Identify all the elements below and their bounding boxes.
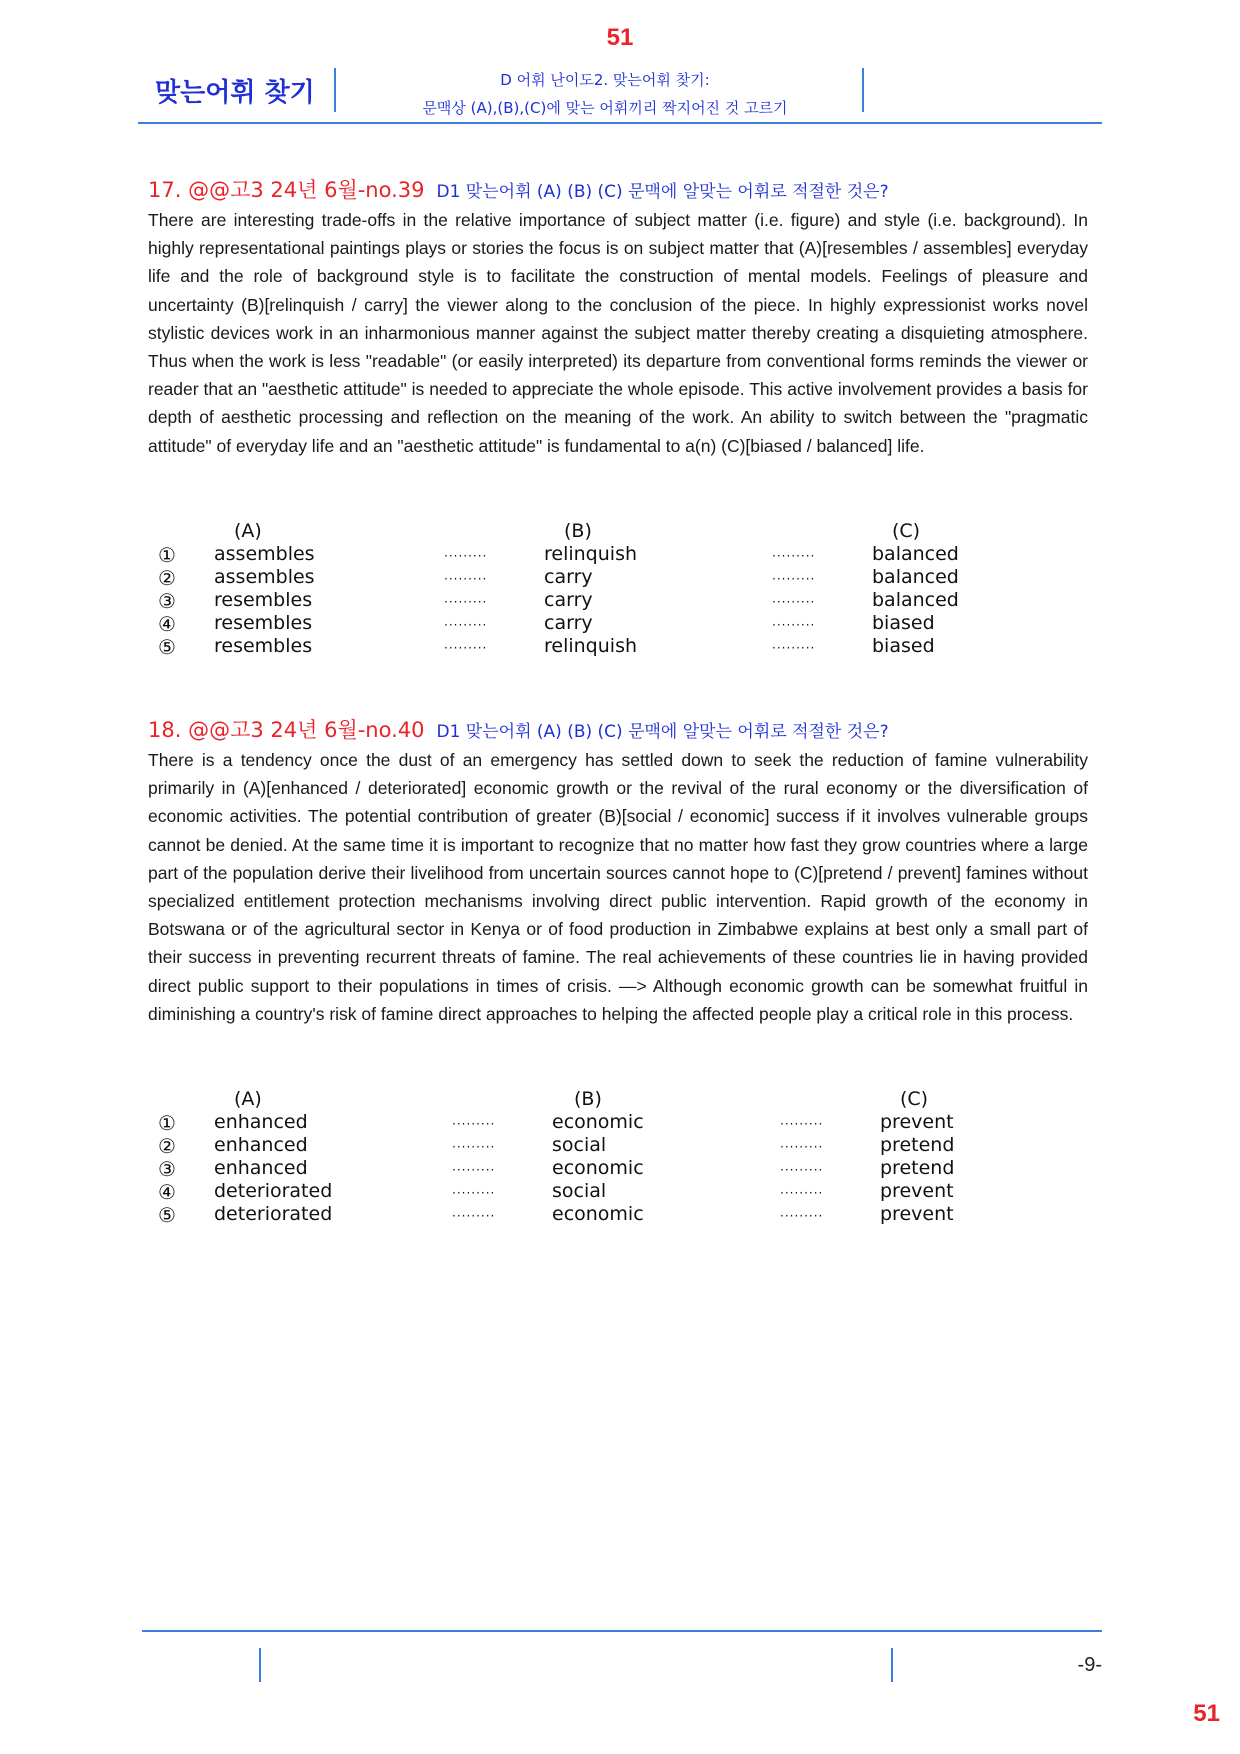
option-marker: ⑤: [158, 635, 176, 659]
col-header-c: (C): [900, 1088, 929, 1110]
header-divider-left: [334, 68, 336, 112]
leader-dots: ·········: [772, 595, 816, 609]
question-18-tag: D1 맞는어휘 (A) (B) (C) 문맥에 알맞는 어휘로 적절한 것은?: [436, 722, 889, 742]
option-marker: ②: [158, 1134, 176, 1158]
option-marker: ④: [158, 612, 176, 636]
top-page-number: 51: [606, 24, 634, 51]
option-c: balanced: [872, 566, 959, 588]
header-subtitle-line2: 문맥상 (A),(B),(C)에 맞는 어휘끼리 짝지어진 것 고르기: [422, 99, 788, 117]
bottom-page-number: 51: [1193, 1700, 1220, 1727]
leader-dots: ·········: [444, 595, 488, 609]
col-header-b: (B): [564, 520, 592, 542]
leader-dots: ·········: [452, 1209, 496, 1223]
option-marker: ①: [158, 543, 176, 567]
option-a: resembles: [214, 612, 313, 634]
option-marker: ⑤: [158, 1203, 176, 1227]
option-a: enhanced: [214, 1157, 308, 1179]
leader-dots: ·········: [444, 572, 488, 586]
option-b: economic: [552, 1203, 644, 1225]
option-b: relinquish: [544, 543, 638, 565]
option-a: assembles: [214, 566, 315, 588]
option-a: enhanced: [214, 1111, 308, 1133]
option-b: relinquish: [544, 635, 638, 657]
option-a: resembles: [214, 589, 313, 611]
header-subtitle-line1: D 어휘 난이도2. 맞는어휘 찾기:: [500, 71, 710, 89]
question-17-heading: [148, 174, 889, 204]
leader-dots: ·········: [772, 572, 816, 586]
option-a: deteriorated: [214, 1203, 333, 1225]
option-c: prevent: [880, 1111, 954, 1133]
footer-rule: [142, 1630, 1102, 1632]
option-a: deteriorated: [214, 1180, 333, 1202]
leader-dots: ·········: [780, 1117, 824, 1131]
col-header-c: (C): [892, 520, 921, 542]
option-marker: ②: [158, 566, 176, 590]
option-c: balanced: [872, 543, 959, 565]
option-marker: ③: [158, 1157, 176, 1181]
question-18-heading: [148, 714, 889, 744]
leader-dots: ·········: [452, 1163, 496, 1177]
leader-dots: ·········: [780, 1186, 824, 1200]
option-b: economic: [552, 1111, 644, 1133]
leader-dots: ·········: [780, 1209, 824, 1223]
option-c: biased: [872, 635, 935, 657]
leader-dots: ·········: [780, 1140, 824, 1154]
header-subtitle: [345, 66, 865, 122]
col-header-a: (A): [234, 520, 262, 542]
option-c: prevent: [880, 1180, 954, 1202]
option-c: pretend: [880, 1157, 955, 1179]
leader-dots: ·········: [780, 1163, 824, 1177]
option-b: carry: [544, 566, 593, 588]
leader-dots: ·········: [444, 549, 488, 563]
option-b: social: [552, 1180, 607, 1202]
question-17-number: 17. @@고3 24년 6월-no.39: [148, 178, 425, 202]
question-17-passage: There are interesting trade-offs in the relative importance of subject matter (i.e. figure) and style (i.e. background). In highly representational paintings plays or stories the focus is on subject matter that (A)[resembles / assembles] everyday life and the role of background style is to facilitate the construction of mental models. Feelings of pleasure and uncertainty (B)[relinquish / carry] the viewer along to the conclusion of the piece. In highly expressionist works novel stylistic devices work in an inharmonious manner against the subject matter thereby creating a disquieting atmosphere. Thus when the work is less "readable" (or easily interpreted) its departure from conventional forms reminds the viewer or reader that an "aesthetic attitude" is needed to appreciate the whole episode. This active involvement provides a basis for depth of aesthetic processing and reflection on the meaning of the work. An ability to switch between the "pragmatic attitude" of everyday life and an "aesthetic attitude" is fundamental to a(n) (C)[biased / balanced] life.: [148, 210, 1088, 456]
question-18-passage: There is a tendency once the dust of an emergency has settled down to seek the reduction of famine vulnerability primarily in (A)[enhanced / deteriorated] economic growth or the revival of the rural economy or the diversification of economic activities. The potential contribution of greater (B)[social / economic] success if it involves vulnerable groups cannot be denied. At the same time it is important to recognize that no matter how fast they grow countries where a large part of the population derive their livelihood from uncertain sources cannot hope to (C)[pretend / prevent] famines without specialized entitlement protection mechanisms involving direct public intervention. Rapid growth of the economy in Botswana or of the agricultural sector in Kenya or of food production in Zimbabwe explains at best only a small part of their success in preventing recurrent threats of famine. The real achievements of these countries lie in having provided direct public support to their populations in times of crisis. —> Although economic growth can be somewhat fruitful in diminishing a country's risk of famine direct approaches to helping the affected people play a critical role in this process.: [148, 750, 1088, 1024]
option-c: prevent: [880, 1203, 954, 1225]
option-a: enhanced: [214, 1134, 308, 1156]
option-c: pretend: [880, 1134, 955, 1156]
col-header-a: (A): [234, 1088, 262, 1110]
option-b: carry: [544, 612, 593, 634]
option-b: social: [552, 1134, 607, 1156]
header-rule: [138, 122, 1102, 124]
option-marker: ①: [158, 1111, 176, 1135]
leader-dots: ·········: [444, 618, 488, 632]
option-marker: ④: [158, 1180, 176, 1204]
option-b: economic: [552, 1157, 644, 1179]
leader-dots: ·········: [772, 618, 816, 632]
question-17-tag: D1 맞는어휘 (A) (B) (C) 문맥에 알맞는 어휘로 적절한 것은?: [436, 182, 889, 202]
leader-dots: ·········: [444, 641, 488, 655]
footer-divider-right: [891, 1648, 893, 1682]
footer-divider-left: [259, 1648, 261, 1682]
header-divider-right: [862, 68, 864, 112]
option-a: assembles: [214, 543, 315, 565]
option-a: resembles: [214, 635, 313, 657]
leader-dots: ·········: [772, 549, 816, 563]
leader-dots: ·········: [452, 1117, 496, 1131]
question-18-number: 18. @@고3 24년 6월-no.40: [148, 718, 425, 742]
footer-page-label: -9-: [1077, 1654, 1102, 1676]
option-b: carry: [544, 589, 593, 611]
option-c: biased: [872, 612, 935, 634]
option-c: balanced: [872, 589, 959, 611]
leader-dots: ·········: [772, 641, 816, 655]
col-header-b: (B): [574, 1088, 602, 1110]
leader-dots: ·········: [452, 1186, 496, 1200]
option-marker: ③: [158, 589, 176, 613]
header-title: 맞는어휘 찾기: [155, 78, 315, 108]
leader-dots: ·········: [452, 1140, 496, 1154]
